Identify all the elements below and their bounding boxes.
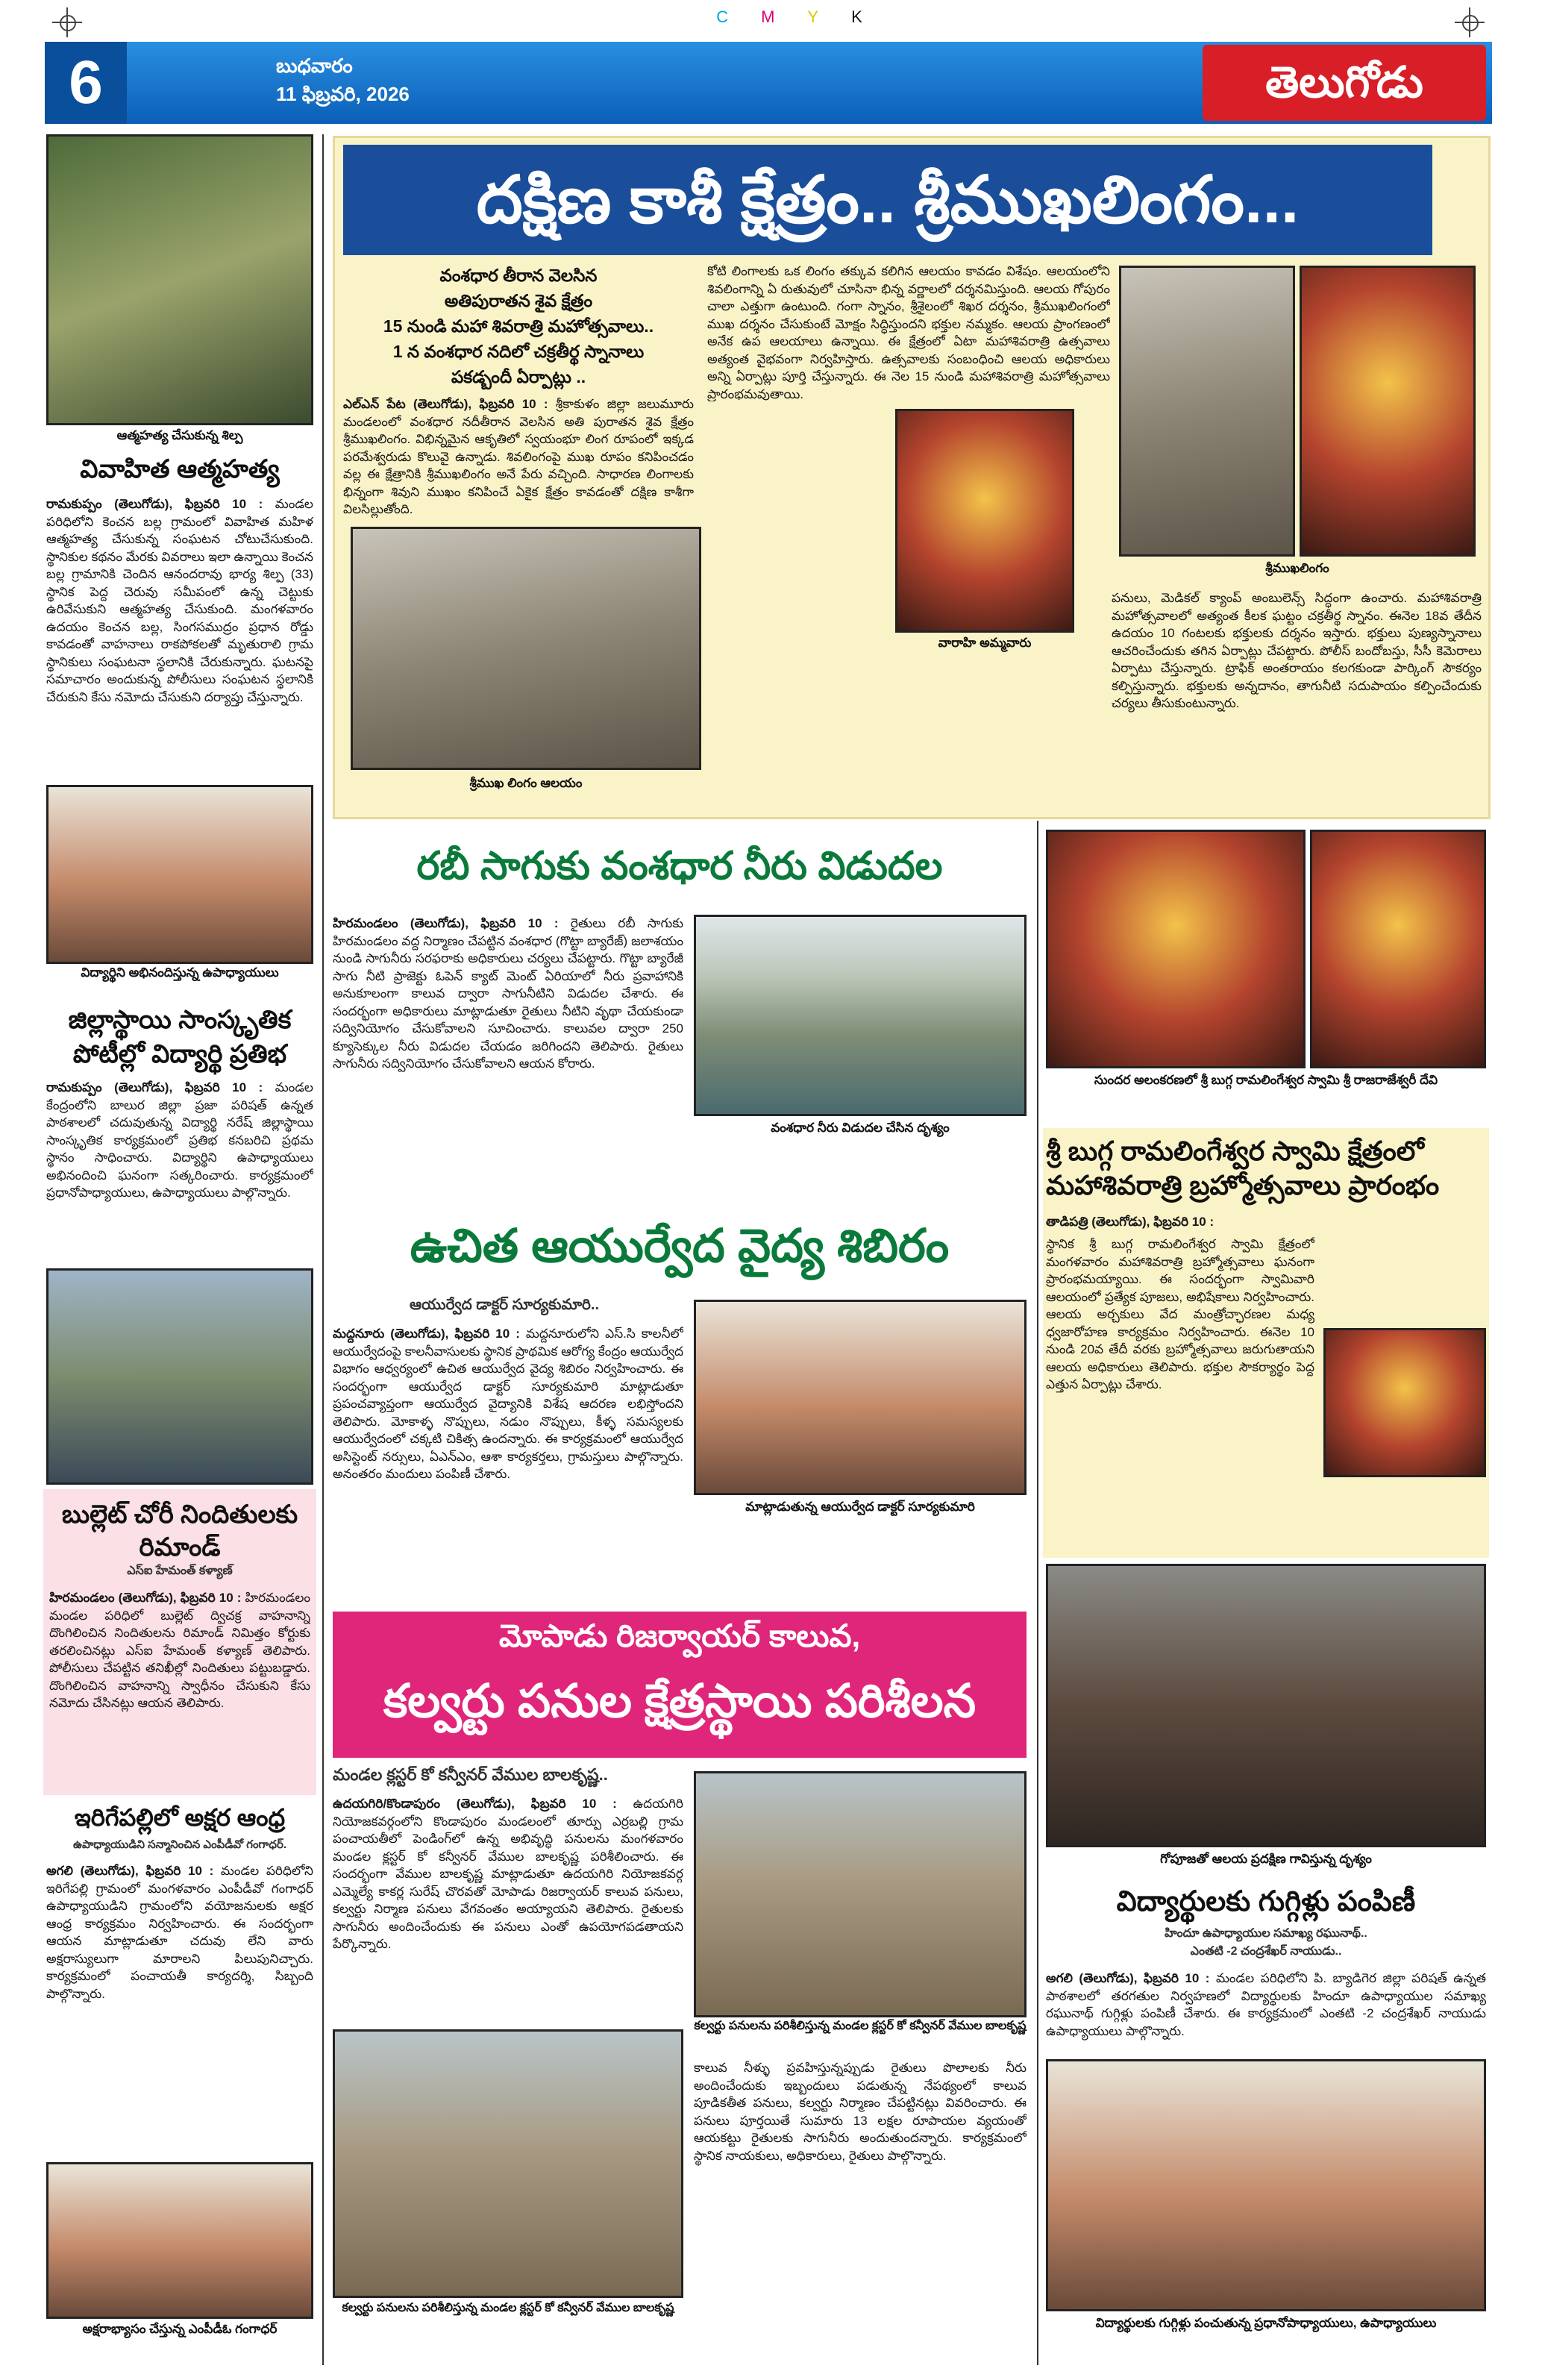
canal-text-1: ఉదయగిరి నియోజకవర్గంలోని కొండాపురం మండలంలో తూర్పు ఎర్రబల్లి గ్రామ పంచాయతీలో పెండింగ్‌లో ఉన్న అభివృద్ధి పనులను మంగళవారం మండల క్లస్టర్ కో కన్వీనర్ వేముల బాలకృష్ణ పరిశీలించారు. ఈ సందర్భంగా వేముల బాలకృష్ణ మాట్లాడుతూ ఉదయగిరి నియోజకవర్గ ఎమ్మెల్యే కాకర్ల సురేష్ చొరవతో మోపాడు రిజర్వాయర్ కాలువ పనులు, కల్వర్టు నిర్మాణ పనులు వేగవంతం అయ్యాయని తెలిపారు. రైతులకు సాగునీరు అందించేందుకు ఈ పనులు ఎంతో ఉపయోగపడతాయని పేర్కొన్నారు.	[333, 1797, 683, 1951]
gopuja-photo	[1046, 1564, 1486, 1847]
books-credit-1: హిందూ ఉపాధ్యాయుల సమాఖ్య రఘునాథ్..	[1165, 1927, 1367, 1940]
felicitation-caption: విద్యార్థిని అభినందిస్తున్న ఉపాధ్యాయులు	[81, 965, 279, 980]
page-number: 6	[45, 42, 127, 124]
srimukhalingam-col2-top	[707, 263, 1110, 401]
story2-text: మండల కేంద్రంలోని బాలుర జిల్లా ప్రజా పరిషత్ ఉన్నత పాఠశాలలో చదువుతున్న విద్యార్థి నరేష్ జిల్లాస్థాయి సాంస్కృతిక కార్యక్రమంలో ప్రతిభ కనబరిచి ప్రథమ స్థానం సాధించారు. విద్యార్థిని ఉపాధ్యాయులు అభినందించి ఘనంగా సత్కరించారు. కార్యక్రమంలో ప్రధానోపాధ్యాయులు, ఉపాధ్యాయులు పాల్గొన్నారు.	[46, 1080, 313, 1200]
canal-headline-2: కల్వర్టు పనుల క్షేత్రస్థాయి పరిశీలన	[383, 1676, 977, 1727]
reg-y: Y	[807, 7, 852, 26]
registration-cross-icon	[52, 7, 82, 37]
cmyk-marks	[694, 7, 918, 27]
story3-headline: బుల్లెట్ చోరీ నిందితులకు రిమాండ్	[61, 1500, 298, 1562]
reg-c: C	[716, 7, 762, 26]
rabi-headline: రబీ సాగుకు వంశధార నీరు విడుదల	[416, 845, 943, 888]
bugga-text: స్థానిక శ్రీ బుగ్గ రామలింగేశ్వర స్వామి క్షేత్రంలో మంగళవారం మహాశివరాత్రి బ్రహ్మోత్సవాలు ఘనంగా ప్రారంభమయ్యాయి. ఈ సందర్భంగా స్వామివారి ఆలయంలో ప్రత్యేక పూజలు, అభిషేకాలు నిర్వహించారు. ఆలయ అర్చకులు వేద మంత్రోచ్ఛారణల మధ్య ధ్వజారోహణ కార్యక్రమం నిర్వహించారు. ఈనెల 10 నుండి 20వ తేదీ వరకు బ్రహ్మోత్సవాలు జరుగుతాయని ఆలయ అధికారులు తెలిపారు. భక్తుల సౌకర్యార్థం పెద్ద ఎత్తున ఏర్పాట్లు చేశారు.	[1046, 1237, 1314, 1391]
culvert-photo-2	[333, 2029, 683, 2298]
reg-m: M	[761, 7, 808, 26]
gopuja-caption: గోపూజతో ఆలయ ప్రదక్షిణ గావిస్తున్న దృశ్యం	[1160, 1852, 1372, 1866]
story1-text: మండల పరిధిలోని కెంచన బల్ల గ్రామంలో వివాహిత మహిళ ఆత్మహత్య చేసుకున్న సంఘటన చోటుచేసుకుంది. స్థానికుల కథనం మేరకు వివరాలు ఇలా ఉన్నాయి కెంచన బల్ల గ్రామానికి చెందిన ఆనందరావు భార్య శిల్ప (33) స్థానిక పెద్ద చెరువు సమీపంలో ఉన్న చెట్టుకు ఉరివేసుకుని ఆత్మహత్య చేసుకుంది. మంగళవారం ఉదయం కెంచన బల్ల, సింగసముద్రం ప్రధాన రోడ్డు కావడంతో వాహనాలు రాకపోకలతో మృతురాలి గ్రామ స్థానికులు సంఘటనా స్థలానికి చేరుకున్నారు. ఘటనపై సమాచారం అందుకున్న పోలీసులు సంఘటన స్థలానికి చేరుకుని కేసు నమోదు చేసుకుని దర్యాప్తు చేస్తున్నారు.	[46, 497, 313, 704]
story3-body	[49, 1589, 310, 1791]
literacy-caption: అక్షరాభ్యాసం చేస్తున్న ఎంపీడీఓ గంగాధర్	[82, 2322, 278, 2336]
students-felicitation-photo	[46, 785, 313, 964]
culvert-photo-1	[694, 1771, 1027, 2017]
story3-text: హిరమండలం మండల పరిధిలో బుల్లెట్ ద్విచక్ర వాహనాన్ని దొంగిలించిన నిందితులను రిమాండ్ నిమిత్తం కోర్టుకు తరలించినట్లు ఎస్ఐ హేమంత్ కళ్యాణ్ తెలిపారు. పోలీసులు చేపట్టిన తనిఖీల్లో నిందితులు పట్టుబడ్డారు. దొంగిలించిన వాహనాన్ని స్వాధీనం చేసుకుని కేసు నమోదు చేసినట్లు ఆయన తెలిపారు.	[49, 1591, 310, 1710]
canal-credit: మండల క్లస్టర్ కో కన్వీనర్ వేముల బాలకృష్ణ..	[333, 1765, 608, 1784]
temple-photo	[351, 527, 701, 770]
bugga-idol-photo	[1323, 1328, 1486, 1477]
canal-dateline: ఉదయగిరి/కొండాపురం (తెలుగోడు), ఫిబ్రవరి 10 :	[333, 1797, 617, 1811]
srimukhalingam-col2-text: కోటి లింగాలకు ఒక లింగం తక్కువ కలిగిన ఆలయం కావడం విశేషం. ఆలయంలోని శివలింగాన్ని ఏ రుతువులో చూసినా భిన్న వర్ణాలలో దర్శనమిస్తుంది. ఆలయ గోపురం చాలా ఎత్తుగా ఉంటుంది. గంగా స్నానం, శ్రీశైలంలో శిఖర దర్శనం, శ్రీముఖలింగంలో ముఖ దర్శనం చేసుకుంటే మోక్షం సిద్ధిస్తుందని భక్తుల నమ్మకం. ఆలయ ప్రాంగణంలో అనేక ఉప ఆలయాలు ఉన్నాయి. ఈ క్షేత్రంలో ఏటా మహాశివరాత్రి ఉత్సవాలు అత్యంత వైభవంగా నిర్వహిస్తారు. ఉత్సవాలకు సంబంధించి ఆలయ అధికారులు అన్ని ఏర్పాట్లు పూర్తి చేస్తున్నారు. ఈ నెల 15 నుండి మహాశివరాత్రి మహోత్సవాలు ప్రారంభమవుతాయి.	[707, 264, 1110, 401]
si-photo	[46, 1268, 313, 1485]
header-day: బుధవారం	[276, 54, 353, 77]
story2-body	[46, 1079, 313, 1258]
bugga-top-caption: సుందర అలంకరణలో శ్రీ బుగ్గ రామలింగేశ్వర స్వామి శ్రీ రాజరాజేశ్వరీ దేవి	[1094, 1073, 1438, 1087]
ayurveda-body-1	[333, 1325, 683, 1549]
linga-photo-1	[1119, 266, 1295, 557]
books-dateline: అగలి (తెలుగోడు), ఫిబ్రవరి 10 :	[1046, 1971, 1210, 1985]
ayurveda-photo	[694, 1300, 1027, 1495]
books-headline: విద్యార్థులకు గుగ్గిళ్లు పంపిణీ	[1116, 1886, 1416, 1917]
srimukhalingam-col1	[343, 395, 694, 522]
masthead-logo: తెలుగోడు	[1203, 45, 1486, 121]
canal-photo	[694, 915, 1027, 1116]
books-credit-2: ఎంతటి -2 చంద్రశేఖర్ నాయుడు..	[1190, 1945, 1342, 1958]
story2-dateline: రామకుప్పం (తెలుగోడు), ఫిబ్రవరి 10 :	[46, 1080, 263, 1095]
books-body	[1046, 1970, 1486, 2052]
temple-caption: శ్రీముఖ లింగం ఆలయం	[469, 776, 583, 790]
suicide-photo-caption: ఆత్మహత్య చేసుకున్న శిల్ప	[116, 428, 243, 442]
subhead-5: పకడ్బందీ ఏర్పాట్లు ..	[451, 367, 586, 386]
varahi-photo	[895, 409, 1074, 633]
bugga-linga-photo	[1046, 830, 1306, 1068]
story4-headline: ఇరిగేపల్లిలో అక్షర ఆంధ్ర	[74, 1804, 286, 1831]
canal-caption: వంశధార నీరు విడుదల చేసిన దృశ్యం	[771, 1121, 950, 1135]
bugga-dateline: తాడిపత్రి (తెలుగోడు), ఫిబ్రవరి 10 :	[1046, 1215, 1215, 1229]
suicide-photo	[46, 134, 313, 425]
story3-credit: ఎస్ఐ హేమంత్ కళ్యాణ్	[127, 1565, 233, 1577]
students-photo	[1046, 2059, 1486, 2311]
varahi-caption: వారాహి అమ్మవారు	[938, 636, 1032, 650]
ayurveda-headline: ఉచిత ఆయుర్వేద వైద్య శిబిరం	[410, 1221, 950, 1272]
ayurveda-caption: మాట్లాడుతున్న ఆయుర్వేద డాక్టర్ సూర్యకుమారి	[745, 1500, 975, 1514]
canal-headline-1: మోపాడు రిజర్వాయర్ కాలువ,	[498, 1618, 861, 1653]
story4-dateline: అగలి (తెలుగోడు), ఫిబ్రవరి 10 :	[46, 1864, 214, 1878]
ayurveda-text: మద్దనూరులోని ఎస్.సి కాలనీలో ఆయుర్వేదంపై కాలనీవాసులకు స్థానిక ప్రాథమిక ఆరోగ్య కేంద్రం ఆయుర్వేద విభాగం ఆధ్వర్యంలో ఉచిత ఆయుర్వేద వైద్య శిబిరం నిర్వహించారు. ఈ సందర్భంగా ఆయుర్వేద డాక్టర్ సూర్యకుమారి మాట్లాడుతూ ప్రపంచవ్యాప్తంగా ఆయుర్వేద వైద్యానికి విశేష ఆదరణ లభిస్తోందని తెలిపారు. మోకాళ్ళ నొప్పులు, నడుం నొప్పులు, కీళ్ళ సమస్యలకు ఆయుర్వేదంలో చక్కటి చికిత్స ఉందన్నారు. ఈ కార్యక్రమంలో ఆయుర్వేద అసిస్టెంట్ నర్సులు, ఏఎన్ఎం, ఆశా కార్యకర్తలు, గ్రామస్తులు పాల్గొన్నారు. అనంతరం మందులు పంపిణీ చేశారు.	[333, 1327, 683, 1481]
ayurveda-credit: ఆయుర్వేద డాక్టర్ సూర్యకుమారి..	[409, 1297, 600, 1313]
bugga-body	[1046, 1236, 1314, 1549]
subhead-3: 15 నుండి మహా శివరాత్రి మహోత్సవాలు..	[383, 316, 654, 336]
srimukhalingam-subheads	[343, 263, 694, 389]
srimukhalingam-dateline: ఎల్ఎన్ పేట (తెలుగోడు), ఫిబ్రవరి 10 :	[343, 397, 548, 411]
story3-dateline: హిరమండలం (తెలుగోడు), ఫిబ్రవరి 10 :	[49, 1591, 242, 1605]
srimukhalingam-col1-text: శ్రీకాకుళం జిల్లా జలుమూరు మండలంలో వంశధార నదీతీరాన వెలసిన అతి పురాతన శైవ క్షేత్రం శ్రీముఖలింగం. విభిన్నమైన ఆకృతిలో స్వయంభూ లింగ రూపంలో ఇక్కడ పరమేశ్వరుడు కొలువై ఉన్నాడు. శివలింగంపై ముఖ రూపం కనిపించడం వల్ల ఈ క్షేత్రానికి శ్రీముఖలింగం అనే పేరు వచ్చింది. సాధారణ లింగాలకు భిన్నంగా శివుని ముఖం కనిపించే ఏకైక క్షేత్రం కావడంతో దక్షిణ కాశీగా విలసిల్లుతోంది.	[343, 397, 694, 516]
bugga-headline: శ్రీ బుగ్గ రామలింగేశ్వర స్వామి క్షేత్రంలో మహాశివరాత్రి బ్రహ్మోత్సవాలు ప్రారంభం	[1046, 1136, 1440, 1200]
rajarajeswari-photo	[1310, 830, 1486, 1068]
story4-text: మండల పరిధిలోని ఇరిగేపల్లి గ్రామంలో మంగళవారం ఎంపీడీవో గంగాధర్ ఉపాధ్యాయుడిని గ్రామంలోని వయోజనులకు అక్షర ఆంధ్ర కార్యక్రమం నిర్వహించారు. ఈ సందర్భంగా ఆయన మాట్లాడుతూ చదువు లేని వారు అక్షరాస్యులుగా మారాలని పిలుపునిచ్చారు. కార్యక్రమంలో పంచాయతీ కార్యదర్శి, సిబ్బంది పాల్గొన్నారు.	[46, 1864, 313, 2001]
rabi-body	[333, 915, 683, 1198]
subhead-1: వంశధార తీరాన వెలసిన	[439, 266, 598, 285]
story1-dateline: రామకుప్పం (తెలుగోడు), ఫిబ్రవరి 10 :	[46, 497, 263, 511]
column-rule	[1037, 821, 1038, 2365]
linga-caption: శ్రీముఖలింగం	[1265, 561, 1329, 575]
books-text: మండల పరిధిలోని పి. బ్యాడిగెర జిల్లా పరిషత్ ఉన్నత పాఠశాలలో తరగతుల నిర్వహణలో విద్యార్థులకు హిందూ ఉపాధ్యాయుల సమాఖ్య రఘునాథ్ గుగ్గిళ్లు పంపిణీ చేశారు. ఈ కార్యక్రమంలో ఎంతటి -2 చంద్రశేఖర్ నాయుడు ఉపాధ్యాయులు పాల్గొన్నారు.	[1046, 1971, 1486, 2038]
linga-photo-2	[1300, 266, 1476, 557]
column-rule	[322, 134, 324, 2365]
srimukhalingam-col3-text: పనులు, మెడికల్ క్యాంప్ అంబులెన్స్ సిద్ధంగా ఉంచారు. మహాశివరాత్రి మహోత్సవాలలో అత్యంత కీలక ఘట్టం చక్రతీర్థ స్నానం. ఈనెల 18వ తేదీన ఉదయం 10 గంటలకు భక్తులకు దర్శనం ఇస్తారు. భక్తులు పుణ్యస్నానాలు ఆచరించేందుకు తగిన ఏర్పాట్లు చేపట్టారు. పోలీస్ బందోబస్తు, సీసీ కెమెరాలు ఏర్పాటు చేస్తున్నారు. ట్రాఫిక్ అంతరాయం కలగకుండా పార్కింగ్ సౌకర్యం కల్పిస్తున్నారు. భక్తులకు అన్నదానం, తాగునీటి సదుపాయం కల్పించేందుకు చర్యలు తీసుకుంటున్నారు.	[1112, 591, 1482, 710]
srimukhalingam-headline: దక్షిణ కాశీ క్షేత్రం.. శ్రీముఖలింగం...	[343, 145, 1432, 255]
subhead-4: 1 న వంశధార నదిలో చక్రతీర్థ స్నానాలు	[392, 342, 645, 361]
registration-cross-icon	[1455, 7, 1485, 37]
students-caption: విద్యార్థులకు గుగ్గిళ్లు పంచుతున్న ప్రధానోపాధ్యాయులు, ఉపాధ్యాయులు	[1095, 2316, 1437, 2330]
story4-body	[46, 1862, 313, 2153]
literacy-photo	[46, 2162, 313, 2319]
canal-body-2	[694, 2059, 1027, 2313]
story2-headline: జిల్లాస్థాయి సాంస్కృతిక పోటీల్లో విద్యార్థి ప్రతిభ	[68, 1006, 292, 1068]
culvert-caption-2: కల్వర్టు పనులను పరిశీలిస్తున్న మండల క్లస్టర్ కో కన్వీనర్ వేముల బాలకృష్ణ	[342, 2302, 674, 2314]
canal-body-1	[333, 1795, 683, 2019]
rabi-text: రైతులు రబీ సాగుకు హిరమండలం వద్ద నిర్మాణం చేపట్టిన వంశధార (గొట్టా బ్యారేజ్) జలాశయం నుండి సాగునీరు సరఫరాకు అధికారులు చర్యలు చేపట్టారు. గొట్టా బ్యారేజీ సాగు నీటి ప్రాజెక్టు ఓపెన్ క్యాట్ మెంట్ ఏరియాలో నీరు ప్రవాహానికి అనుకూలంగా కాలువ ద్వారా సాగునీటిని విడుదల చేశారు. ఈ సందర్భంగా అధికారులు మాట్లాడుతూ రైతులు నీటిని వృథా చేయకుండా సద్వినియోగం చేసుకోవాలని సూచించారు. కాలువల ద్వారా 250 క్యూసెక్కుల నీరు విడుదల చేయడం జరిగిందని తెలిపారు. రైతులు సాగునీరు సద్వినియోగం చేసుకోవాలని ఆయన కోరారు.	[333, 916, 683, 1071]
story4-credit: ఉపాధ్యాయుడిని సన్మానించిన ఎంపీడీవో గంగాధర్.	[72, 1838, 287, 1851]
canal-headline-banner	[333, 1612, 1027, 1758]
subhead-2: అతిపురాతన శైవ క్షేత్రం	[444, 291, 593, 310]
ayurveda-dateline: మద్దనూరు (తెలుగోడు), ఫిబ్రవరి 10 :	[333, 1327, 520, 1341]
culvert-caption-1: కల్వర్టు పనులను పరిశీలిస్తున్న మండల క్లస్టర్ కో కన్వీనర్ వేముల బాలకృష్ణ	[694, 2020, 1027, 2032]
srimukhalingam-col3	[1112, 589, 1482, 810]
reg-k: K	[851, 7, 895, 26]
rabi-dateline: హిరమండలం (తెలుగోడు), ఫిబ్రవరి 10 :	[333, 916, 559, 930]
header-date: 11 ఫిబ్రవరి, 2026	[276, 83, 410, 105]
story1-body	[46, 495, 313, 779]
canal-text-2: కాలువ నీళ్ళు ప్రవహిస్తున్నప్పుడు రైతులు పొలాలకు నీరు అందించేందుకు ఇబ్బందులు పడుతున్న నేపథ్యంలో కాలువ పూడికతీత పనులు, కల్వర్టు నిర్మాణం చేపట్టినట్లు వివరించారు. ఈ పనులు పూర్తయితే సుమారు 13 లక్షల రూపాయల వ్యయంతో ఆయకట్టు రైతులకు సాగునీరు అందుతుందన్నారు. కార్యక్రమంలో స్థానిక నాయకులు, అధికారులు, రైతులు పాల్గొన్నారు.	[694, 2061, 1027, 2163]
story1-headline: వివాహిత ఆత్మహత్య	[80, 455, 280, 483]
